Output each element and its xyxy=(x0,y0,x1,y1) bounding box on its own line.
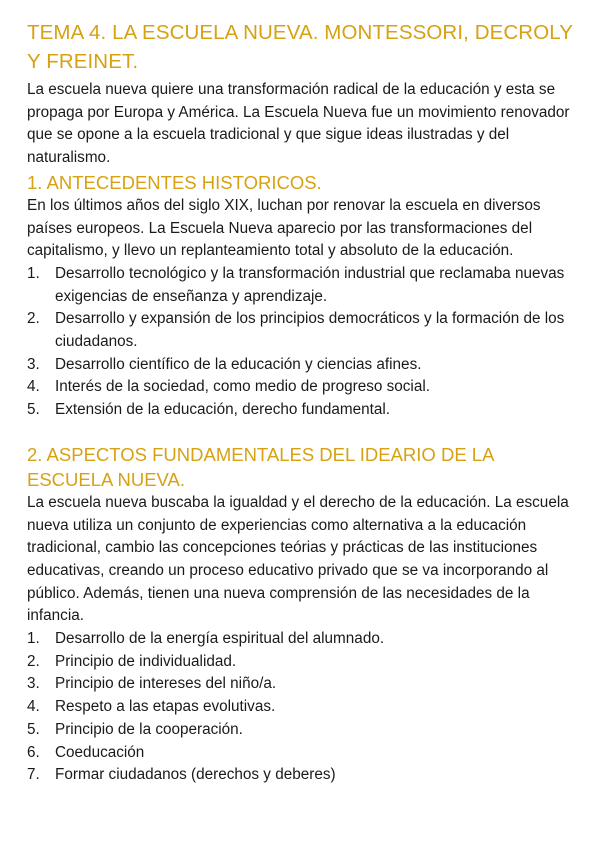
list-item xyxy=(27,673,575,696)
list-item-text: Desarrollo científico de la educación y ciencias afines. xyxy=(55,355,422,373)
list-item xyxy=(27,263,575,308)
list-item-text: Principio de intereses del niño/a. xyxy=(55,675,277,693)
list-item-text: Coeducación xyxy=(55,743,145,761)
list-item-text: Formar ciudadanos (derechos y deberes) xyxy=(55,766,336,784)
section2-paragraph: La escuela nueva buscaba la igualdad y el derecho de la educación. La escuela nueva utiliza un conjunto de experiencias como alternativa a la educación tradicional, cambio las concepciones teórias y prácticas de las instituciones educativas, creando un proceso educativo privado que se va incorporando al público. Además, tienen una nueva comprensión de las necesidades de la infancia. xyxy=(27,493,569,625)
list-item-text: Principio de la cooperación. xyxy=(55,720,243,738)
list-item-text: Interés de la sociedad, como medio de progreso social. xyxy=(55,378,430,396)
list-item-text: Desarrollo de la energía espiritual del alumnado. xyxy=(55,630,385,648)
list-item-number: 2. xyxy=(27,310,40,328)
list-item-number: 6. xyxy=(27,743,40,761)
list-item-text: Extensión de la educación, derecho fundamental. xyxy=(55,401,391,419)
document-title: TEMA 4. LA ESCUELA NUEVA. MONTESSORI, DECROLY Y FREINET. xyxy=(27,21,573,73)
section2-heading: 2. ASPECTOS FUNDAMENTALES DEL IDEARIO DE LA ESCUELA NUEVA. xyxy=(27,443,494,490)
section1-list xyxy=(27,263,575,422)
list-item xyxy=(27,628,575,651)
list-item xyxy=(27,399,575,422)
document-page xyxy=(27,18,575,787)
list-item xyxy=(27,308,575,353)
list-item xyxy=(27,719,575,742)
list-item xyxy=(27,696,575,719)
list-item-number: 3. xyxy=(27,355,40,373)
list-item-number: 2. xyxy=(27,652,40,670)
list-item xyxy=(27,354,575,377)
list-item xyxy=(27,376,575,399)
list-item-text: Respeto a las etapas evolutivas. xyxy=(55,698,276,716)
list-item-text: Desarrollo tecnológico y la transformación industrial que reclamaba nuevas exigencias de enseñanza y aprendizaje. xyxy=(55,264,565,305)
list-item-number: 4. xyxy=(27,698,40,716)
list-item-number: 4. xyxy=(27,378,40,396)
section1-heading: 1. ANTECEDENTES HISTORICOS. xyxy=(27,171,322,193)
list-item-number: 5. xyxy=(27,720,40,738)
list-item-text: Desarrollo y expansión de los principios democráticos y la formación de los ciudadanos. xyxy=(55,310,565,351)
list-item-number: 5. xyxy=(27,401,40,419)
section2-list xyxy=(27,628,575,787)
list-item xyxy=(27,651,575,674)
intro-paragraph: La escuela nueva quiere una transformación radical de la educación y esta se propaga por Europa y América. La Escuela Nueva fue un movimiento renovador que se opone a la escuela tradicional y que sigue ideas ilustradas y del naturalismo. xyxy=(27,81,570,167)
list-item-number: 1. xyxy=(27,630,40,648)
section1-paragraph: En los últimos años del siglo XIX, luchan por renovar la escuela en diversos países europeos. La Escuela Nueva aparecio por las transformaciones del capitalismo, y llevo un replanteamiento total y absoluto de la educación. xyxy=(27,196,541,260)
list-item-number: 1. xyxy=(27,264,40,282)
list-item-text: Principio de individualidad. xyxy=(55,652,237,670)
list-item xyxy=(27,764,575,787)
list-item-number: 7. xyxy=(27,766,40,784)
list-item-number: 3. xyxy=(27,675,40,693)
list-item xyxy=(27,742,575,765)
